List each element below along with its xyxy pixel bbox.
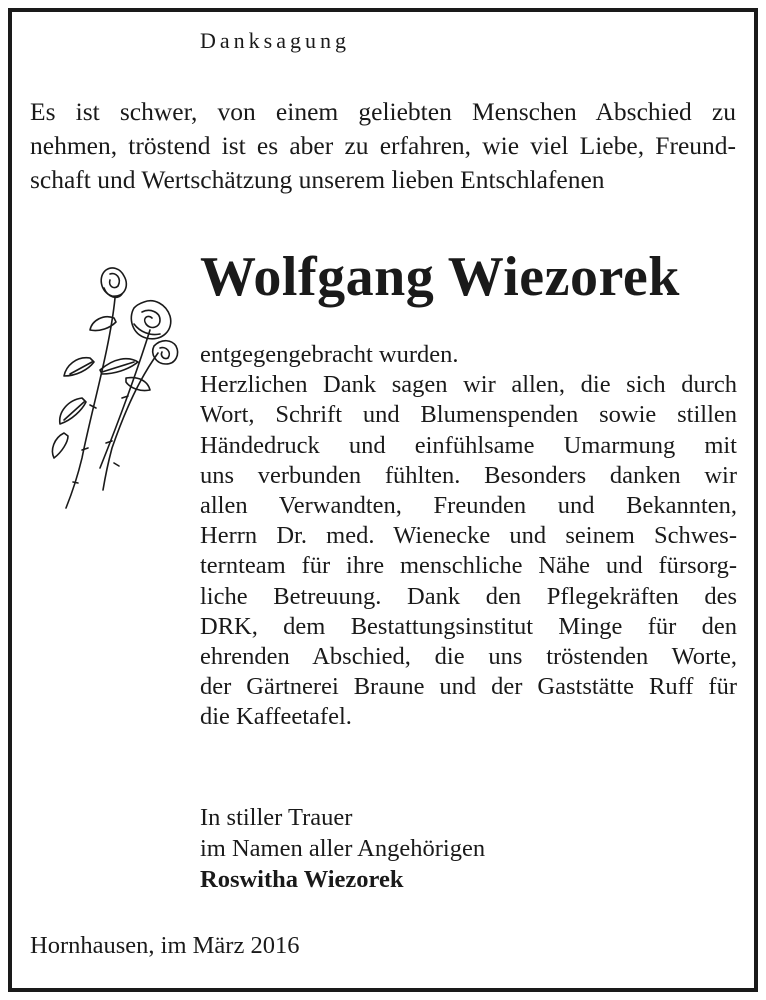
body-line: Herzlichen Dank sagen wir allen, die sich durch — [200, 371, 737, 399]
intro-line: schaft und Wertschätzung unserem lieben Entschlafenen — [30, 165, 605, 194]
signer-name: Roswitha Wiezorek — [200, 866, 404, 893]
body-line: die Kaffeetafel. — [200, 703, 352, 731]
body-line: entgegengebracht wurden. — [200, 341, 459, 368]
intro-paragraph — [30, 95, 736, 197]
body-line: Wort, Schrift und Blumenspenden sowie stillen — [200, 401, 737, 429]
closing-block — [200, 802, 485, 895]
body-line: allen Verwandten, Freunden und Bekannten, — [200, 492, 737, 520]
body-line: ehrenden Abschied, die uns tröstenden Worte, — [200, 643, 737, 671]
closing-line: In stiller Trauer — [200, 804, 353, 831]
rose-drawing-icon — [30, 258, 190, 513]
body-line: DRK, dem Bestattungsinstitut Minge für den — [200, 612, 737, 640]
closing-line: im Namen aller Angehörigen — [200, 835, 486, 862]
body-paragraph — [200, 340, 737, 733]
intro-line: Es ist schwer, von einem geliebten Menschen Abschied zu — [30, 97, 736, 126]
body-line: ternteam für ihre menschliche Nähe und fürsorg- — [200, 552, 737, 580]
deceased-name: Wolfgang Wiezorek — [200, 246, 680, 308]
heading: Danksagung — [200, 28, 350, 53]
body-line: Händedruck und einfühlsame Umarmung mit — [200, 431, 737, 459]
body-line: der Gärtnerei Braune und der Gaststätte Ruff für — [200, 673, 737, 701]
intro-line: nehmen, tröstend ist es aber zu erfahren, wie viel Liebe, Freund- — [30, 131, 736, 160]
body-line: uns verbunden fühlten. Besonders danken wir — [200, 461, 737, 489]
body-line: liche Betreuung. Dank den Pflegekräften des — [200, 582, 737, 610]
body-line: Herrn Dr. med. Wienecke und seinem Schwes- — [200, 522, 737, 550]
place-date: Hornhausen, im März 2016 — [30, 932, 300, 959]
